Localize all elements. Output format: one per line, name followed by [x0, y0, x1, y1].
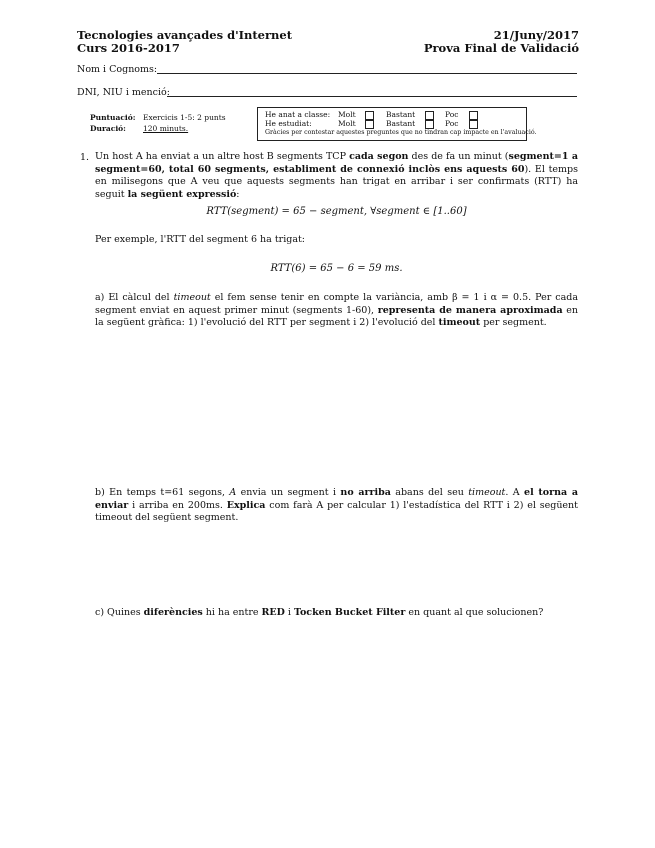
- option-poc: Poc: [445, 110, 459, 119]
- name-field[interactable]: [157, 73, 577, 74]
- survey-box: [257, 107, 537, 141]
- duration-value: 120 minuts.: [143, 124, 189, 133]
- checkbox-class-molt[interactable]: [365, 111, 374, 120]
- survey-q-class: He anat a classe:: [265, 110, 331, 119]
- id-field[interactable]: [167, 96, 577, 97]
- option-molt: Molt: [338, 119, 356, 128]
- checkbox-study-bastant[interactable]: [425, 120, 434, 129]
- option-molt: Molt: [338, 110, 356, 119]
- question-b-text: b) En temps t=61 segons, A envia un segment i no arriba abans del seu timeout. A el torna a enviar i arriba en 200ms. Explica com farà A per calcular 1) l'estadística del RTT i 2) el següent timeout del següent segment.: [95, 487, 578, 523]
- question-a-text: a) El càlcul del timeout el fem sense tenir en compte la variància, amb β = 1 i α = 0.5. Per cada segment enviat en aquest primer minut (segments 1-60), representa de manera aproximada en la següent gràfica: 1) l'evolució del RTT per segment i 2) l'evolució del timeout per segment.: [95, 292, 579, 328]
- option-poc: Poc: [445, 119, 459, 128]
- course-title: Tecnologies avançades d'Internet: [77, 28, 293, 42]
- name-label: Nom i Cognoms:: [77, 64, 158, 75]
- exam-name: Prova Final de Validació: [423, 41, 579, 55]
- checkbox-class-bastant[interactable]: [425, 111, 434, 120]
- course-term: Curs 2016-2017: [77, 41, 180, 55]
- question-c-text: c) Quines diferències hi ha entre RED i Tocken Bucket Filter en quant al que solucionen?: [95, 607, 544, 618]
- checkbox-study-poc[interactable]: [469, 120, 478, 129]
- survey-note: Gràcies per contestar aquestes preguntes que no tindran cap impacte en l'avaluació.: [265, 129, 537, 136]
- exam-date: 21/Juny/2017: [493, 28, 579, 42]
- question-1-text: Un host A ha enviat a un altre host B segments TCP cada segon des de fa un minut (segment=1 a segment=60, total 60 segments, establiment de connexió inclòs ens aquests 60). El temps en milisegons que A veu que aquests segments han trigat en arribar i ser confirmats (RTT) ha seguit la següent expressió:: [95, 151, 578, 200]
- checkbox-class-poc[interactable]: [469, 111, 478, 120]
- rtt-formula: RTT(segment) = 65 − segment, ∀segment ∈ [1..60]: [206, 206, 467, 217]
- checkbox-study-molt[interactable]: [365, 120, 374, 129]
- id-label: DNI, NIU i menció:: [77, 87, 170, 98]
- survey-q-study: He estudiat:: [265, 119, 312, 128]
- option-bastant: Bastant: [386, 119, 416, 128]
- score-label: Puntuació:: [90, 113, 136, 122]
- example-text: Per exemple, l'RTT del segment 6 ha trigat:: [95, 234, 305, 245]
- rtt-example-formula: RTT(6) = 65 − 6 = 59 ms.: [270, 263, 403, 274]
- score-value: Exercicis 1-5: 2 punts: [143, 113, 226, 122]
- duration-label: Duració:: [90, 124, 126, 133]
- option-bastant: Bastant: [386, 110, 416, 119]
- question-number: 1.: [80, 152, 90, 163]
